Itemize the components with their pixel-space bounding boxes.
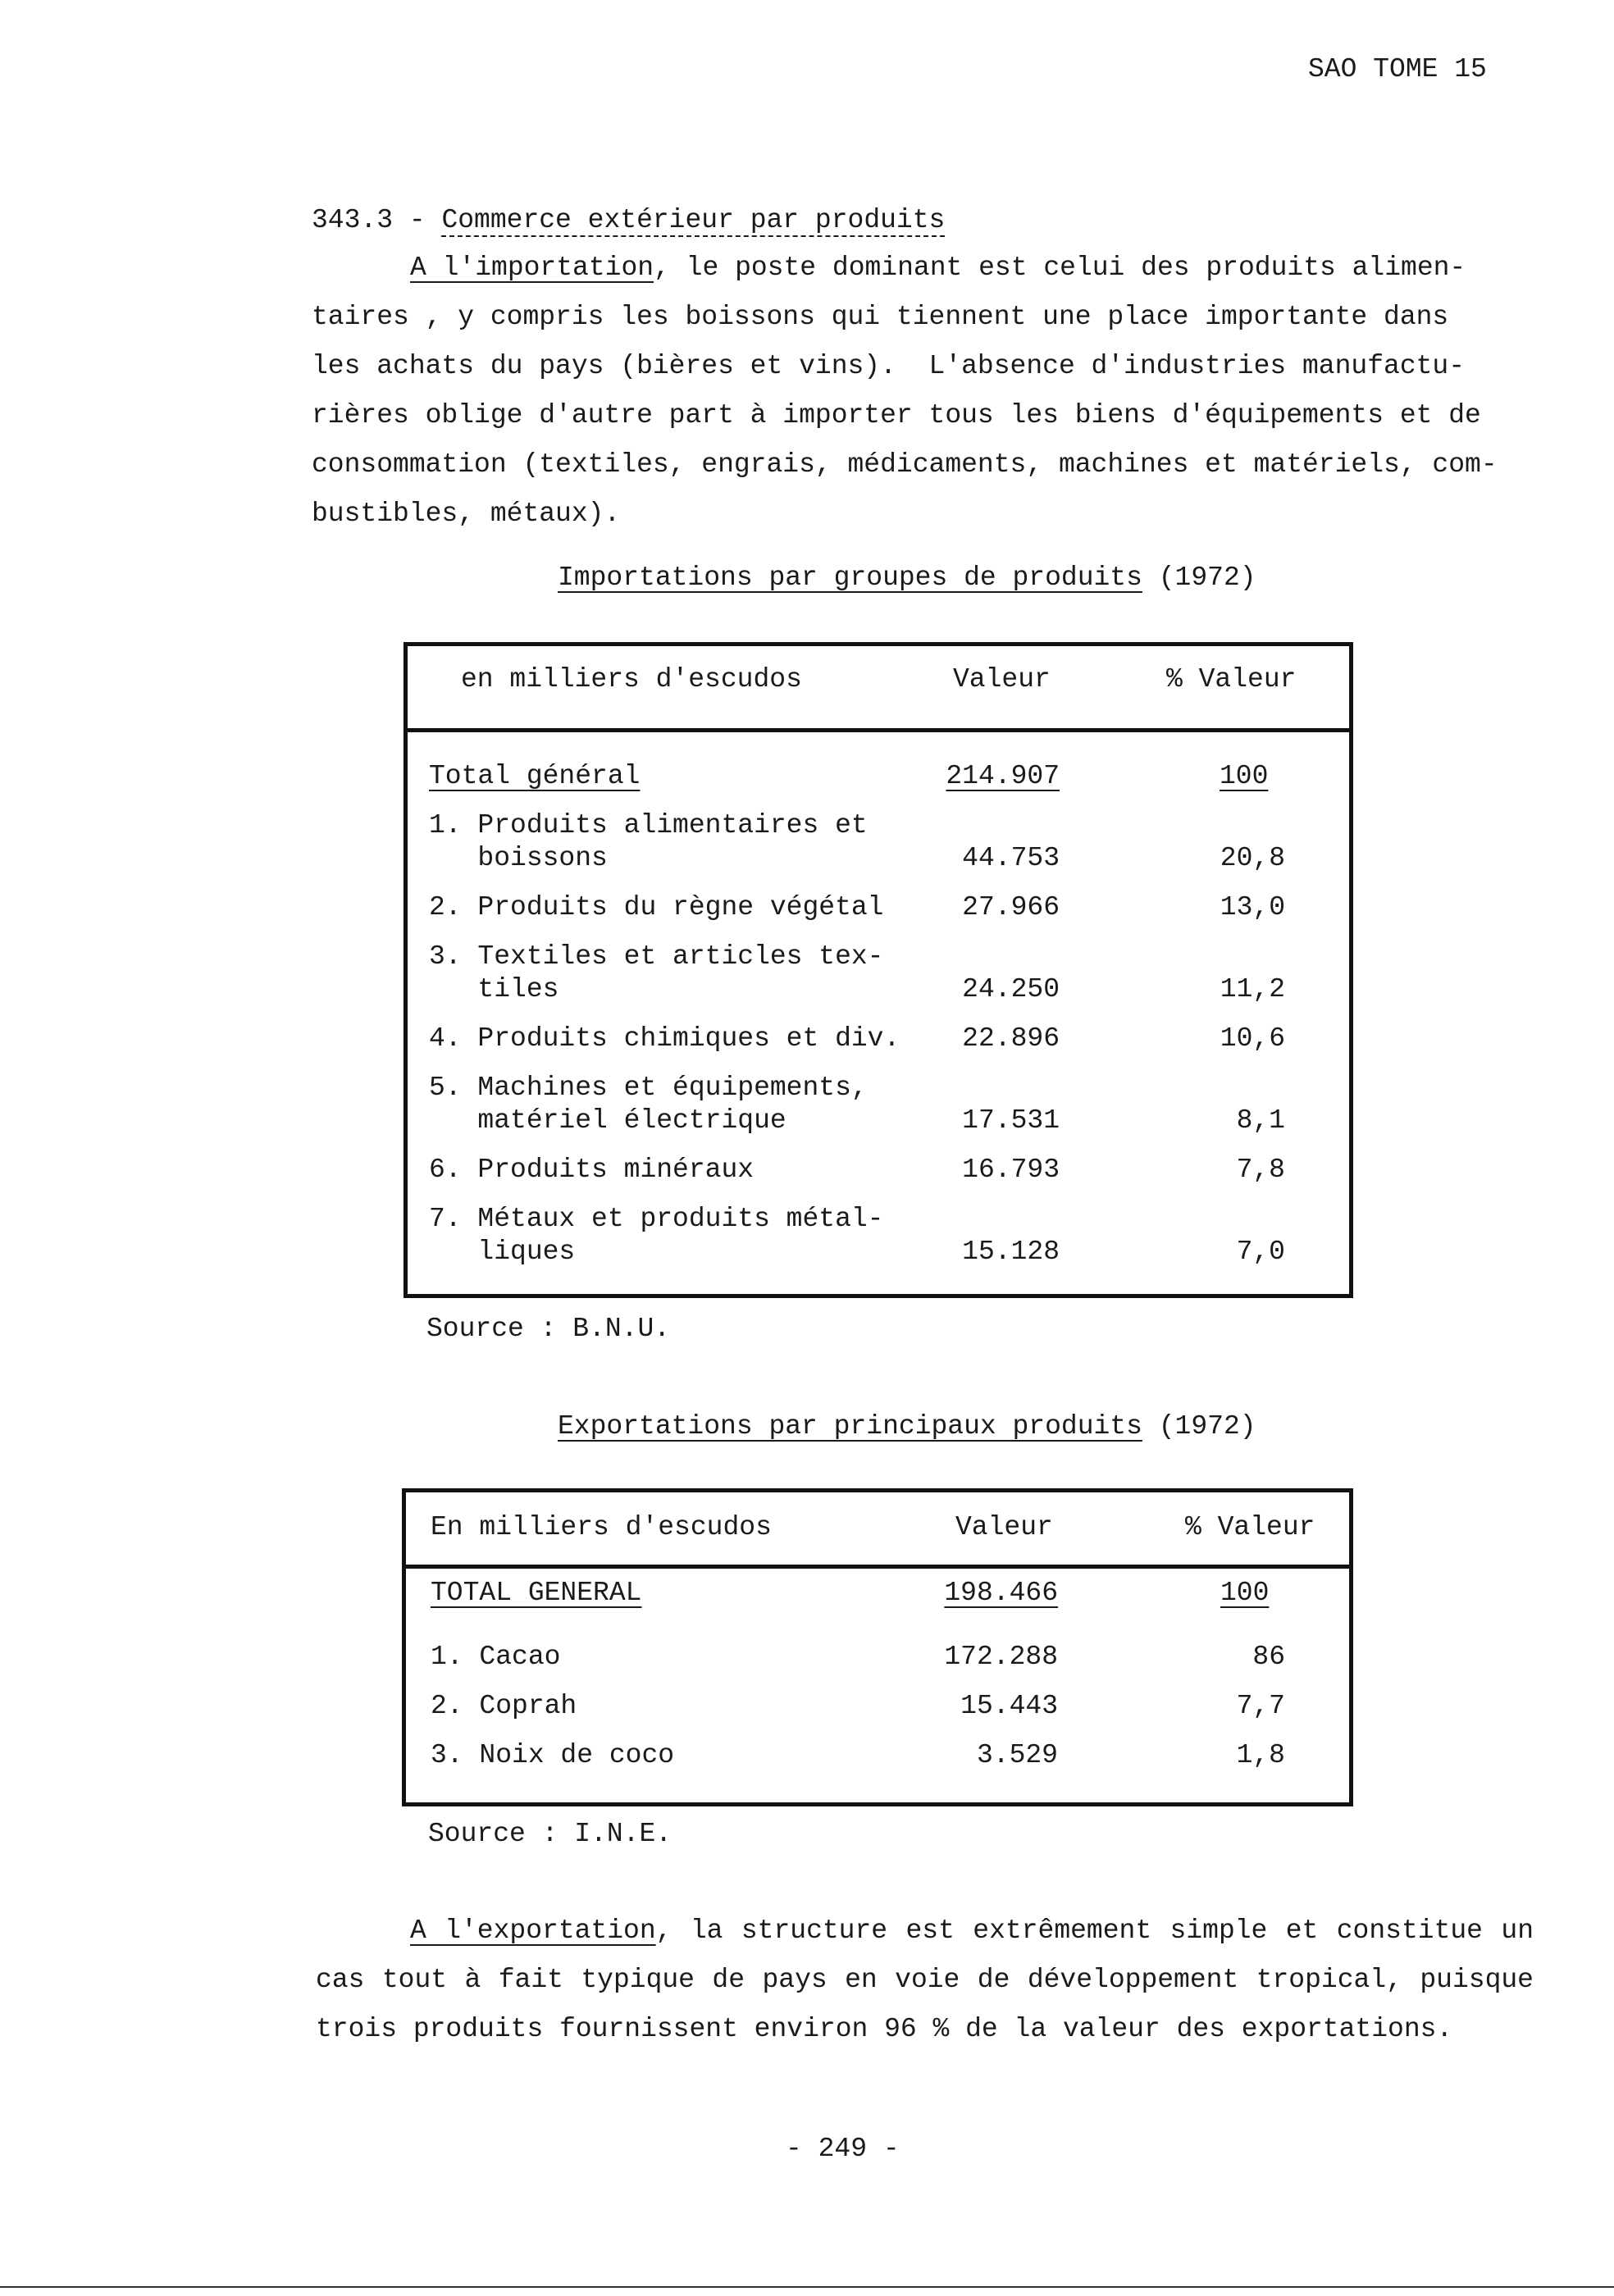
imports-title-text: Importations par groupes de produits bbox=[558, 563, 1142, 593]
imports-row-label: 6. Produits minéraux bbox=[429, 1155, 755, 1185]
imports-total-value: 214.907 bbox=[946, 761, 1060, 791]
exports-row-pct: 86 bbox=[1252, 1642, 1285, 1672]
exports-total-label: TOTAL GENERAL bbox=[431, 1578, 642, 1608]
closing-line-3: trois produits fournissent environ 96 % de la valeur des exportations. bbox=[316, 2014, 1453, 2044]
imports-row-pct: 8,1 bbox=[1236, 1105, 1285, 1136]
page-number: - 249 - bbox=[786, 2134, 900, 2164]
exports-header-label: En milliers d'escudos bbox=[431, 1512, 772, 1542]
imports-row-label-cont: liques bbox=[429, 1237, 576, 1267]
imports-row-label-cont: tiles bbox=[429, 974, 559, 1004]
imports-source: Source : B.N.U. bbox=[426, 1314, 671, 1344]
imports-header-label: en milliers d'escudos bbox=[461, 664, 802, 695]
exports-title bbox=[558, 1411, 1256, 1442]
imports-row-label-cont: matériel électrique bbox=[429, 1105, 786, 1136]
exports-row-label: 3. Noix de coco bbox=[431, 1740, 675, 1770]
exports-row-value: 15.443 bbox=[960, 1691, 1058, 1721]
imports-row-value: 22.896 bbox=[962, 1023, 1060, 1054]
imports-row-label-cont: boissons bbox=[429, 843, 608, 873]
imports-row-pct: 13,0 bbox=[1220, 892, 1285, 922]
imports-row-pct: 20,8 bbox=[1220, 843, 1285, 873]
imports-row-pct: 7,8 bbox=[1236, 1155, 1285, 1185]
imports-row-value: 17.531 bbox=[962, 1105, 1060, 1136]
imports-table bbox=[404, 642, 1353, 1298]
closing-text: , la structure est extrêmement simple et constitue un bbox=[655, 1916, 1534, 1946]
exports-row-pct: 7,7 bbox=[1236, 1691, 1285, 1721]
intro-lead: A l'importation bbox=[410, 253, 654, 283]
exports-row-value: 172.288 bbox=[944, 1642, 1058, 1672]
intro-line-3: les achats du pays (bières et vins). L'absence d'industries manufactu- bbox=[312, 351, 1466, 381]
intro-line-2: taires , y compris les boissons qui tiennent une place importante dans bbox=[312, 302, 1449, 332]
exports-row-label: 2. Coprah bbox=[431, 1691, 577, 1721]
imports-row-value: 44.753 bbox=[962, 843, 1060, 873]
imports-row-value: 16.793 bbox=[962, 1155, 1060, 1185]
exports-year: (1972) bbox=[1158, 1411, 1256, 1442]
exports-table bbox=[402, 1488, 1353, 1806]
imports-row-label: 1. Produits alimentaires et bbox=[429, 810, 868, 840]
running-header: SAO TOME 15 bbox=[1308, 54, 1487, 84]
exports-row-label: 1. Cacao bbox=[431, 1642, 561, 1672]
imports-total-label: Total général bbox=[429, 761, 641, 791]
imports-row-pct: 10,6 bbox=[1220, 1023, 1285, 1054]
exports-total-pct: 100 bbox=[1220, 1578, 1270, 1608]
exports-header-value: Valeur bbox=[955, 1512, 1053, 1542]
exports-total-value: 198.466 bbox=[944, 1578, 1058, 1608]
exports-row-pct: 1,8 bbox=[1236, 1740, 1285, 1770]
exports-title-text: Exportations par principaux produits bbox=[558, 1411, 1142, 1442]
imports-row-label: 3. Textiles et articles tex- bbox=[429, 941, 884, 972]
section-heading bbox=[312, 205, 945, 235]
imports-header-pct: % Valeur bbox=[1166, 664, 1297, 695]
imports-row-value: 24.250 bbox=[962, 974, 1060, 1004]
intro-line-5: consommation (textiles, engrais, médicaments, machines et matériels, com- bbox=[312, 449, 1498, 480]
closing-line-2: cas tout à fait typique de pays en voie de développement tropical, puisque bbox=[316, 1965, 1534, 1995]
exports-row-value: 3.529 bbox=[976, 1740, 1058, 1770]
exports-header-divider bbox=[406, 1565, 1349, 1569]
imports-row-pct: 7,0 bbox=[1236, 1237, 1285, 1267]
intro-text: , le poste dominant est celui des produits alimen- bbox=[654, 253, 1466, 283]
section-title: Commerce extérieur par produits bbox=[441, 205, 946, 235]
closing-line-1 bbox=[410, 1916, 1534, 1946]
imports-row-label: 2. Produits du règne végétal bbox=[429, 892, 884, 922]
imports-year: (1972) bbox=[1158, 563, 1256, 593]
section-number: 343.3 - bbox=[312, 205, 426, 235]
imports-row-value: 27.966 bbox=[962, 892, 1060, 922]
intro-line-1 bbox=[410, 253, 1466, 283]
exports-header-pct: % Valeur bbox=[1185, 1512, 1315, 1542]
page-bottom-edge bbox=[0, 2286, 1614, 2288]
imports-row-label: 7. Métaux et produits métal- bbox=[429, 1204, 884, 1234]
intro-line-6: bustibles, métaux). bbox=[312, 499, 621, 529]
intro-line-4: rières oblige d'autre part à importer tous les biens d'équipements et de bbox=[312, 400, 1481, 430]
imports-row-label: 4. Produits chimiques et div. bbox=[429, 1023, 900, 1054]
exports-source: Source : I.N.E. bbox=[428, 1819, 672, 1849]
imports-row-label: 5. Machines et équipements, bbox=[429, 1073, 868, 1103]
imports-title bbox=[558, 563, 1256, 593]
imports-total-pct: 100 bbox=[1220, 761, 1269, 791]
imports-header-divider bbox=[408, 728, 1349, 732]
imports-row-value: 15.128 bbox=[962, 1237, 1060, 1267]
closing-lead: A l'exportation bbox=[410, 1916, 656, 1946]
imports-row-pct: 11,2 bbox=[1220, 974, 1285, 1004]
imports-header-value: Valeur bbox=[953, 664, 1051, 695]
